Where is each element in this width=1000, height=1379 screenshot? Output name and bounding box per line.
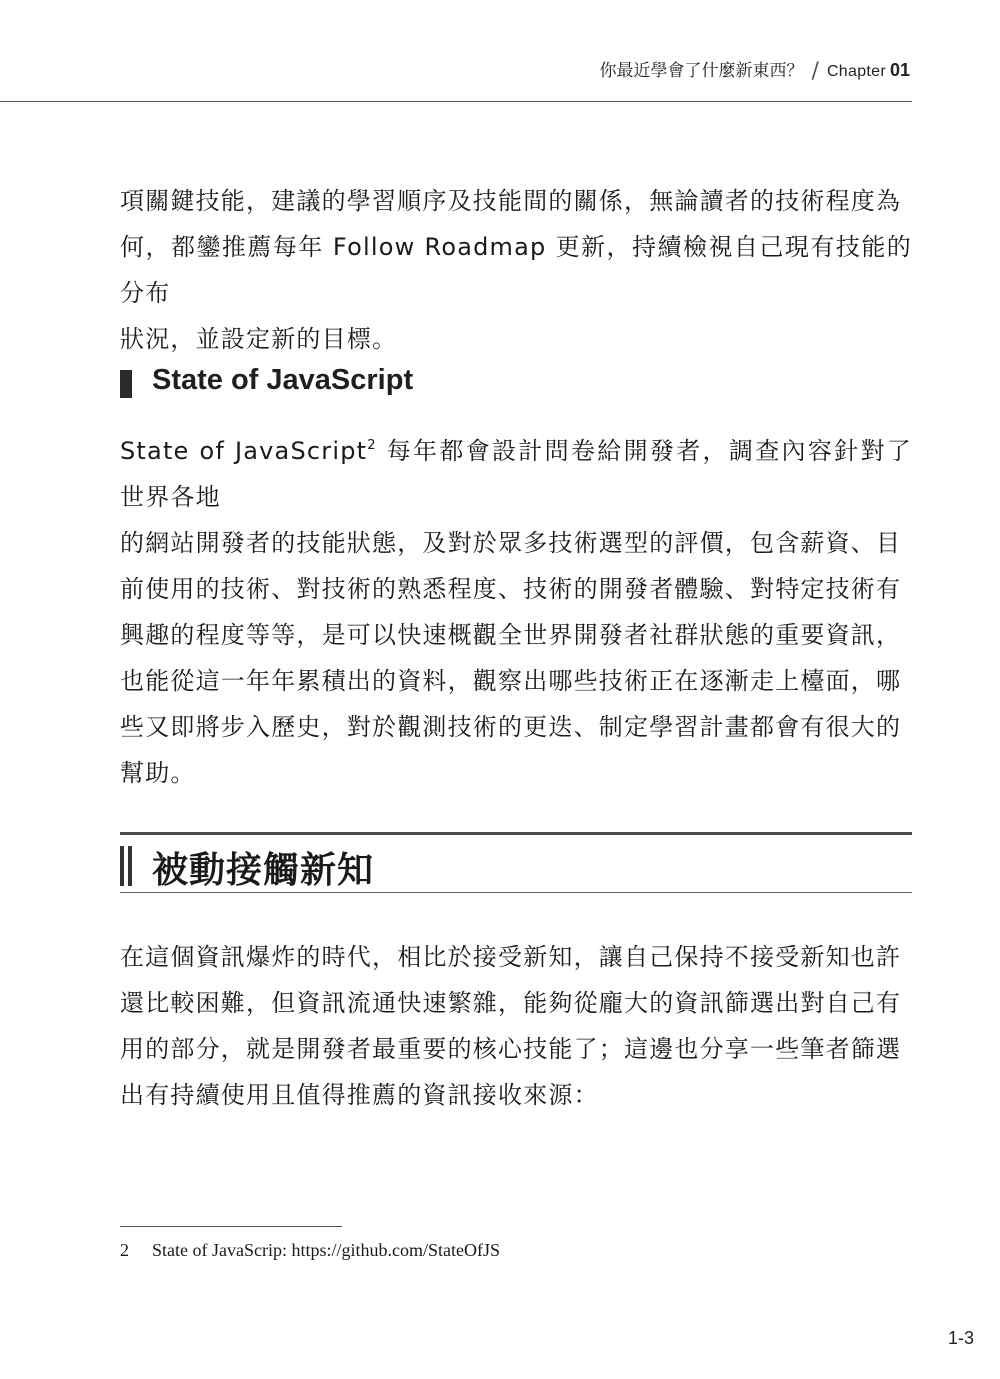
footnote-text: State of JavaScrip: https://github.com/StateOfJS: [152, 1240, 500, 1260]
state-line-4: 興趣的程度等等，是可以快速概觀全世界開發者社群狀態的重要資訊，: [120, 621, 902, 649]
chapter-title: 你最近學會了什麼新東西？: [599, 61, 804, 81]
passive-line-1: 在這個資訊爆炸的時代，相比於接受新知，讓自己保持不接受新知也許: [120, 943, 902, 971]
chapter-label: Chapter: [826, 63, 886, 80]
passive-line-2: 還比較困難，但資訊流通快速繁雜，能夠從龐大的資訊篩選出對自己有: [120, 989, 902, 1017]
header-rule: [0, 101, 912, 102]
heading-top-rule: [120, 832, 912, 835]
intro-line-2: 何，都鑾推薦每年 Follow Roadmap 更新，持續檢視自己現有技能的分布: [120, 233, 912, 307]
state-line-3: 前使用的技術、對技術的熟悉程度、技術的開發者體驗、對特定技術有: [120, 575, 902, 603]
intro-line-3: 狀況，並設定新的目標。: [120, 325, 398, 353]
state-line-6: 些又即將步入歷史，對於觀測技術的更迭、制定學習計畫都會有很大的: [120, 713, 902, 741]
footnote: [120, 1240, 500, 1261]
state-line-2: 的網站開發者的技能狀態，及對於眾多技術選型的評價，包含薪資、目: [120, 529, 902, 557]
section-heading-passive: [120, 832, 912, 894]
running-header: [0, 56, 910, 86]
state-lead-rest: 每年都會設計問卷給開發者，調查內容針對了世界各地: [120, 437, 912, 511]
page-number: 1-3: [947, 1328, 974, 1348]
heading-marker: [120, 370, 132, 398]
passive-paragraph: [120, 934, 912, 1118]
heading-marker-bar-1: [120, 846, 124, 886]
passive-line-3: 用的部分，就是開發者最重要的核心技能了；這邊也分享一些筆者篩選: [120, 1035, 902, 1063]
intro-line-1: 項關鍵技能，建議的學習順序及技能間的關係，無論讀者的技術程度為: [120, 187, 902, 215]
heading-bottom-rule: [120, 892, 912, 893]
intro-paragraph: [120, 178, 912, 362]
footnote-number: 2: [120, 1240, 129, 1260]
footnote-rule: [120, 1226, 342, 1227]
passive-line-4: 出有持續使用且值得推薦的資訊接收來源：: [120, 1081, 599, 1109]
section-heading-passive-text: 被動接觸新知: [152, 850, 375, 891]
header-separator: /: [811, 59, 819, 84]
state-lead: State of JavaScript: [120, 437, 368, 465]
section-heading-text: State of JavaScript: [152, 364, 414, 396]
state-line-5: 也能從這一年年累積出的資料，觀察出哪些技術正在逐漸走上檯面，哪: [120, 667, 902, 695]
state-line-1: [120, 428, 912, 520]
state-line-7: 幫助。: [120, 759, 196, 787]
footnote-reference: 2: [367, 438, 377, 453]
state-of-js-paragraph: [120, 428, 912, 796]
chapter-number: 01: [889, 60, 910, 80]
heading-marker-bar-2: [128, 846, 132, 886]
